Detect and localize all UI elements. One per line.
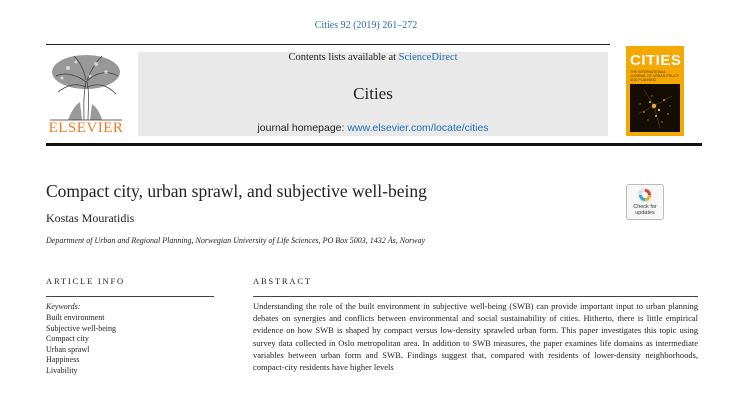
keyword-item: Happiness: [46, 355, 80, 364]
sciencedirect-link[interactable]: ScienceDirect: [398, 52, 458, 63]
abstract-rule: [253, 296, 698, 297]
contents-availability-line: [138, 52, 608, 63]
article-title: Compact city, urban sprawl, and subjective well-being: [46, 181, 427, 201]
check-for-updates-icon: [637, 187, 653, 203]
author-affiliation: Department of Urban and Regional Planning, Norwegian University of Life Sciences, PO Box 5003, 1432 Ås, Norway: [46, 236, 426, 245]
keywords-label: Keywords:: [46, 302, 81, 311]
cover-city-lights-image: [630, 84, 680, 132]
publisher-wordmark: ELSEVIER: [48, 120, 124, 136]
publisher-logo[interactable]: [46, 52, 126, 136]
keywords-list: [46, 313, 214, 376]
citation-line[interactable]: Cities 92 (2019) 261–272: [314, 20, 418, 31]
header-bottom-rule: [46, 143, 702, 146]
keyword-item: Urban sprawl: [46, 344, 90, 354]
header-top-rule: [46, 44, 610, 45]
article-author[interactable]: Kostas Mouratidis: [46, 211, 135, 225]
keyword-item: Compact city: [46, 334, 89, 343]
abstract-body: Understanding the role of the built environment in subjective well-being (SWB) can provide important input to urban planning debates on synergies and conflicts between environmental and social sustainability of cities. Hitherto, there is little empirical evidence on how SWB is shaped by compact versus low-density sprawled urban form. This paper investigates this topic using survey data collected in Oslo metropolitan area. In addition to SWB measures, the paper examines life domains as intermediate variables between urban form and SWB. Findings suggest that, compared with residents of lower-density neighborhoods, compact-city residents have higher levels: [253, 301, 698, 373]
elsevier-tree-logo-icon: [46, 52, 126, 122]
check-for-updates-label: Check for updates: [633, 204, 657, 216]
check-for-updates-button[interactable]: [626, 184, 664, 220]
homepage-prefix: journal homepage:: [257, 122, 348, 134]
journal-name[interactable]: Cities: [353, 84, 393, 103]
journal-homepage-link[interactable]: www.elsevier.com/locate/cities: [347, 122, 489, 134]
article-info-heading: ARTICLE INFO: [46, 276, 125, 286]
keyword-item: Built environment: [46, 313, 105, 322]
journal-header-panel: [138, 52, 608, 136]
journal-cover-thumbnail[interactable]: [626, 46, 684, 136]
journal-homepage-line: [138, 122, 608, 134]
abstract-heading: ABSTRACT: [253, 276, 312, 286]
keyword-item: Livability: [46, 365, 78, 375]
cover-title: CITIES: [630, 52, 682, 69]
cover-subtitle: THE INTERNATIONAL JOURNAL OF URBAN POLICY AND PLANNING: [630, 70, 680, 82]
contents-prefix: Contents lists available at: [288, 52, 399, 63]
keyword-item: Subjective well-being: [46, 323, 116, 333]
article-info-rule: [46, 296, 214, 297]
